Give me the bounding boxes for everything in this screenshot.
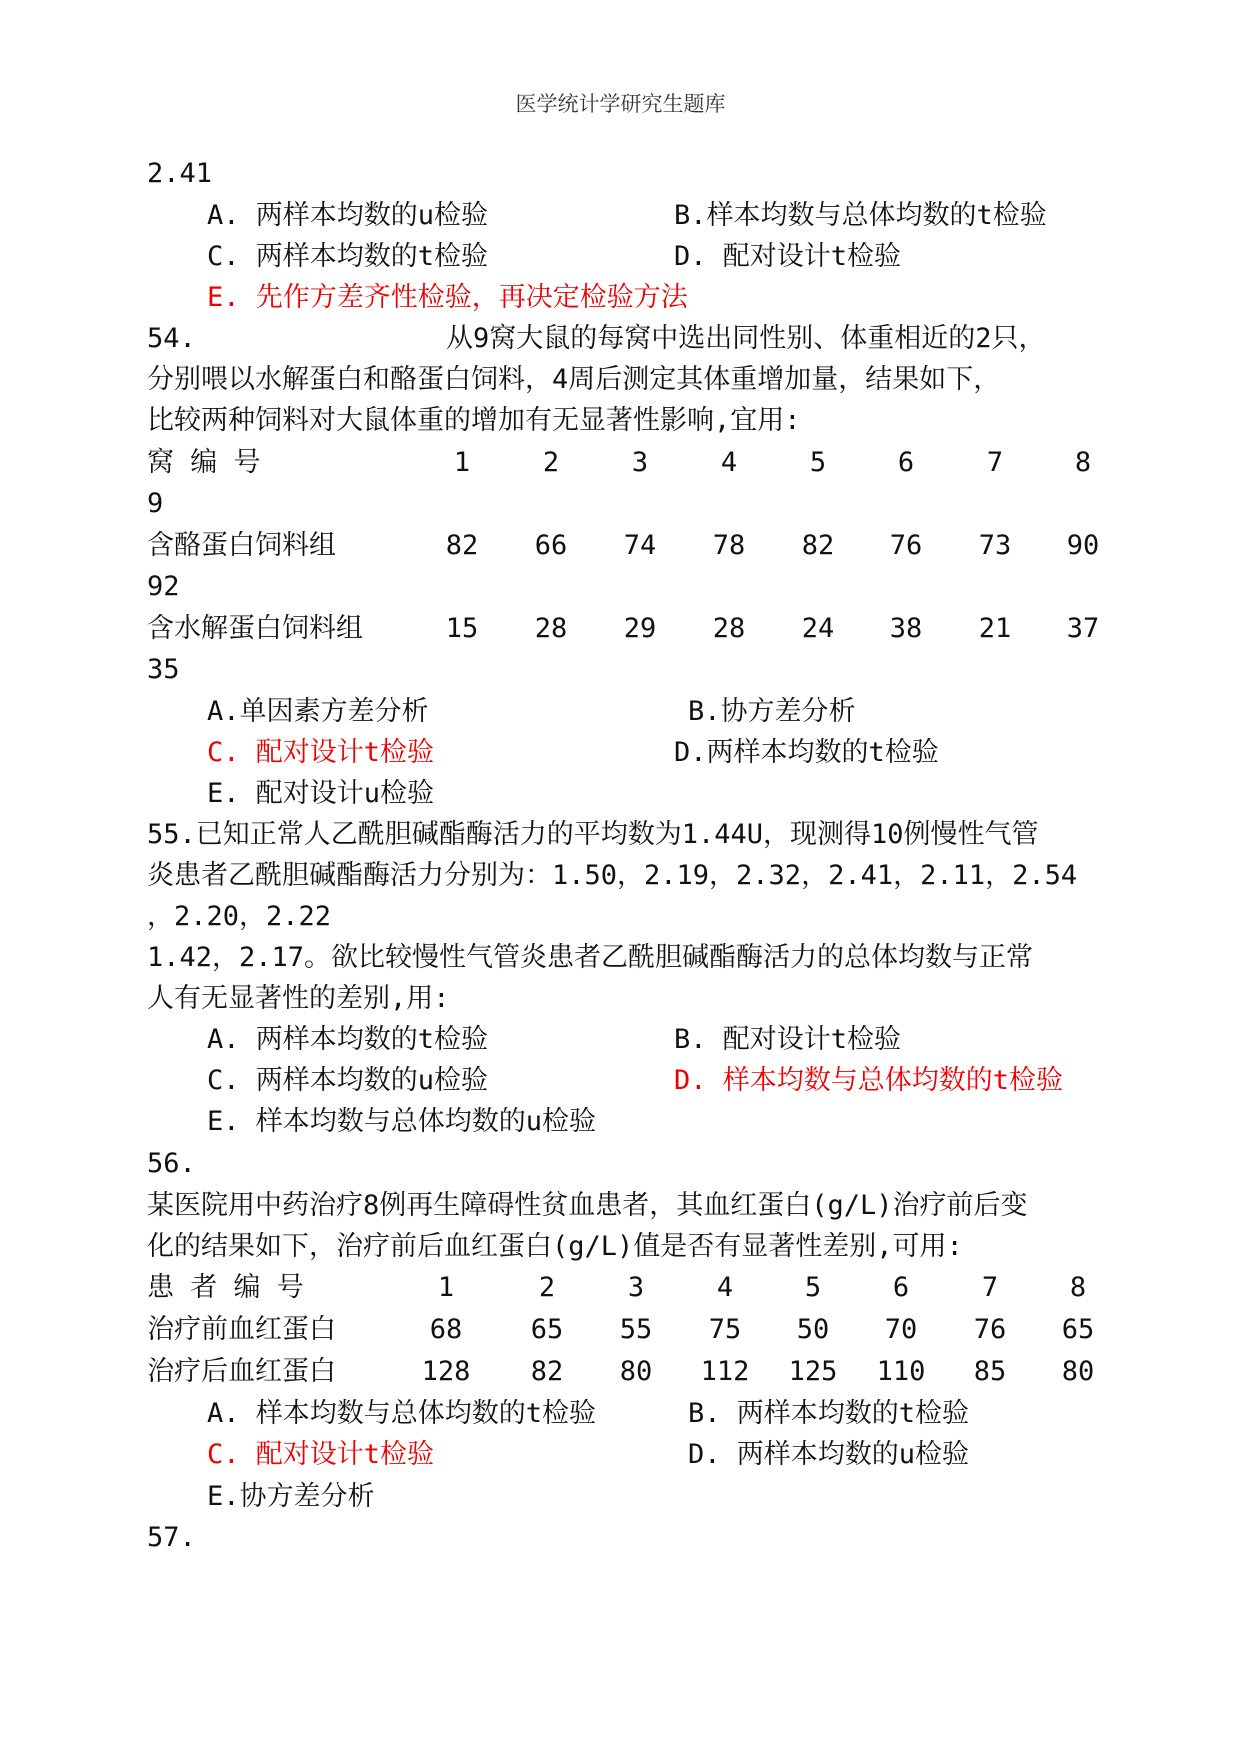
q55-line-1: 55.已知正常人乙酰胆碱酯酶活力的平均数为1.44U，现测得10例慢性气管 [147, 819, 1039, 850]
q56-row1-cell: 6 [892, 1272, 910, 1303]
q54-row3-cell: 24 [801, 613, 835, 644]
q56-row3-cell: 85 [973, 1356, 1007, 1387]
q56-row3-label: 治疗后血红蛋白 [147, 1356, 336, 1387]
q54-row2-cell: 78 [712, 530, 746, 561]
q54-option-c-answer: C. 配对设计t检验 [207, 737, 435, 768]
q54-row1-label: 窝 编 号 [147, 447, 261, 478]
q56-option-a: A. 样本均数与总体均数的t检验 [207, 1398, 597, 1429]
q56-row2-cell: 65 [530, 1314, 564, 1345]
page-header: 医学统计学研究生题库 [515, 92, 726, 116]
q54-row3-cell: 28 [712, 613, 746, 644]
q54-row3-label: 含水解蛋白饲料组 [147, 613, 363, 644]
q56-row2-cell: 65 [1061, 1314, 1095, 1345]
q56-row1-cell: 1 [437, 1272, 455, 1303]
q55-option-a: A. 两样本均数的t检验 [207, 1024, 489, 1055]
q54-row1-cell: 3 [631, 447, 649, 478]
q56-row3-cell: 128 [421, 1356, 471, 1387]
q56-row2-cell: 55 [619, 1314, 653, 1345]
q53-option-d: D. 配对设计t检验 [674, 241, 902, 272]
q54-row3-cell: 15 [445, 613, 479, 644]
q57-number: 57. [147, 1522, 196, 1553]
q56-row3-cell: 80 [1061, 1356, 1095, 1387]
q56-row3-cell: 80 [619, 1356, 653, 1387]
q53-tail: 2.41 [147, 158, 213, 189]
q54-option-b: B.协方差分析 [688, 696, 856, 727]
q54-option-e: E. 配对设计u检验 [207, 778, 435, 809]
q56-row1-cell: 5 [804, 1272, 822, 1303]
q54-row1-cell: 4 [720, 447, 738, 478]
q53-option-e-answer: E. 先作方差齐性检验，再决定检验方法 [207, 282, 688, 313]
q54-line-1: 从9窝大鼠的每窝中选出同性别、体重相近的2只， [446, 323, 1046, 354]
q54-row2-cell: 90 [1066, 530, 1100, 561]
q56-row1-cell: 4 [716, 1272, 734, 1303]
q54-row3-cell: 37 [1066, 613, 1100, 644]
q54-row2-label: 含酪蛋白饲料组 [147, 530, 336, 561]
q54-row1-cell: 1 [453, 447, 471, 478]
q54-row1-cell: 5 [809, 447, 827, 478]
q54-line-3: 比较两种饲料对大鼠体重的增加有无显著性影响,宜用: [147, 405, 801, 436]
q56-row1-label: 患 者 编 号 [147, 1272, 304, 1303]
q54-option-d: D.两样本均数的t检验 [674, 737, 939, 768]
q56-row1-cell: 8 [1069, 1272, 1087, 1303]
q55-line-4: 1.42，2.17。欲比较慢性气管炎患者乙酰胆碱酯酶活力的总体均数与正常 [147, 942, 1034, 973]
q54-row3-cell: 21 [978, 613, 1012, 644]
q54-row2-cell: 76 [889, 530, 923, 561]
q54-row1-cell: 8 [1074, 447, 1092, 478]
q55-line-5: 人有无显著性的差别,用: [147, 983, 450, 1014]
q54-row2-cell: 74 [623, 530, 657, 561]
q56-row1-cell: 7 [981, 1272, 999, 1303]
q54-row1-cell: 2 [542, 447, 560, 478]
q56-option-b: B. 两样本均数的t检验 [688, 1398, 970, 1429]
q55-line-3: ，2.20，2.22 [147, 901, 332, 932]
q56-row3-cell: 125 [788, 1356, 838, 1387]
q54-row2-wrap: 92 [147, 571, 180, 602]
q54-row2-cell: 73 [978, 530, 1012, 561]
q54-number: 54. [147, 323, 196, 354]
q54-row3-cell: 38 [889, 613, 923, 644]
q54-option-a: A.单因素方差分析 [207, 696, 429, 727]
q55-line-2: 炎患者乙酰胆碱酯酶活力分别为：1.50，2.19，2.32，2.41，2.11，2.54 [147, 860, 1078, 891]
q56-option-e: E.协方差分析 [207, 1481, 375, 1512]
q56-row2-cell: 50 [796, 1314, 830, 1345]
q54-row1-cell: 6 [897, 447, 915, 478]
q56-row1-cell: 3 [627, 1272, 645, 1303]
q54-row1-wrap: 9 [147, 488, 164, 519]
q56-row2-cell: 70 [884, 1314, 918, 1345]
q56-option-d: D. 两样本均数的u检验 [688, 1439, 970, 1470]
q55-option-d-answer: D. 样本均数与总体均数的t检验 [674, 1065, 1064, 1096]
q53-option-a: A. 两样本均数的u检验 [207, 200, 489, 231]
q56-row3-cell: 82 [530, 1356, 564, 1387]
q54-row3-cell: 28 [534, 613, 568, 644]
q55-option-c: C. 两样本均数的u检验 [207, 1065, 489, 1096]
q54-row2-cell: 66 [534, 530, 568, 561]
q56-row2-cell: 75 [708, 1314, 742, 1345]
q55-option-e: E. 样本均数与总体均数的u检验 [207, 1106, 597, 1137]
q54-row2-cell: 82 [801, 530, 835, 561]
q56-row1-cell: 2 [538, 1272, 556, 1303]
q53-option-c: C. 两样本均数的t检验 [207, 241, 489, 272]
q56-option-c-answer: C. 配对设计t检验 [207, 1439, 435, 1470]
q56-row3-cell: 112 [700, 1356, 750, 1387]
q56-row2-cell: 76 [973, 1314, 1007, 1345]
q56-number: 56. [147, 1148, 196, 1179]
q55-option-b: B. 配对设计t检验 [674, 1024, 902, 1055]
q54-line-2: 分别喂以水解蛋白和酪蛋白饲料，4周后测定其体重增加量，结果如下， [147, 364, 1001, 395]
q56-row2-label: 治疗前血红蛋白 [147, 1314, 336, 1345]
q56-row3-cell: 110 [876, 1356, 926, 1387]
q56-line-2: 化的结果如下，治疗前后血红蛋白(g/L)值是否有显著性差别,可用: [147, 1231, 963, 1262]
q56-line-1: 某医院用中药治疗8例再生障碍性贫血患者，其血红蛋白(g/L)治疗前后变 [147, 1190, 1028, 1221]
q56-row2-cell: 68 [429, 1314, 463, 1345]
q54-row3-wrap: 35 [147, 654, 180, 685]
q54-row1-cell: 7 [986, 447, 1004, 478]
q53-option-b: B.样本均数与总体均数的t检验 [674, 200, 1047, 231]
q54-row3-cell: 29 [623, 613, 657, 644]
q54-row2-cell: 82 [445, 530, 479, 561]
